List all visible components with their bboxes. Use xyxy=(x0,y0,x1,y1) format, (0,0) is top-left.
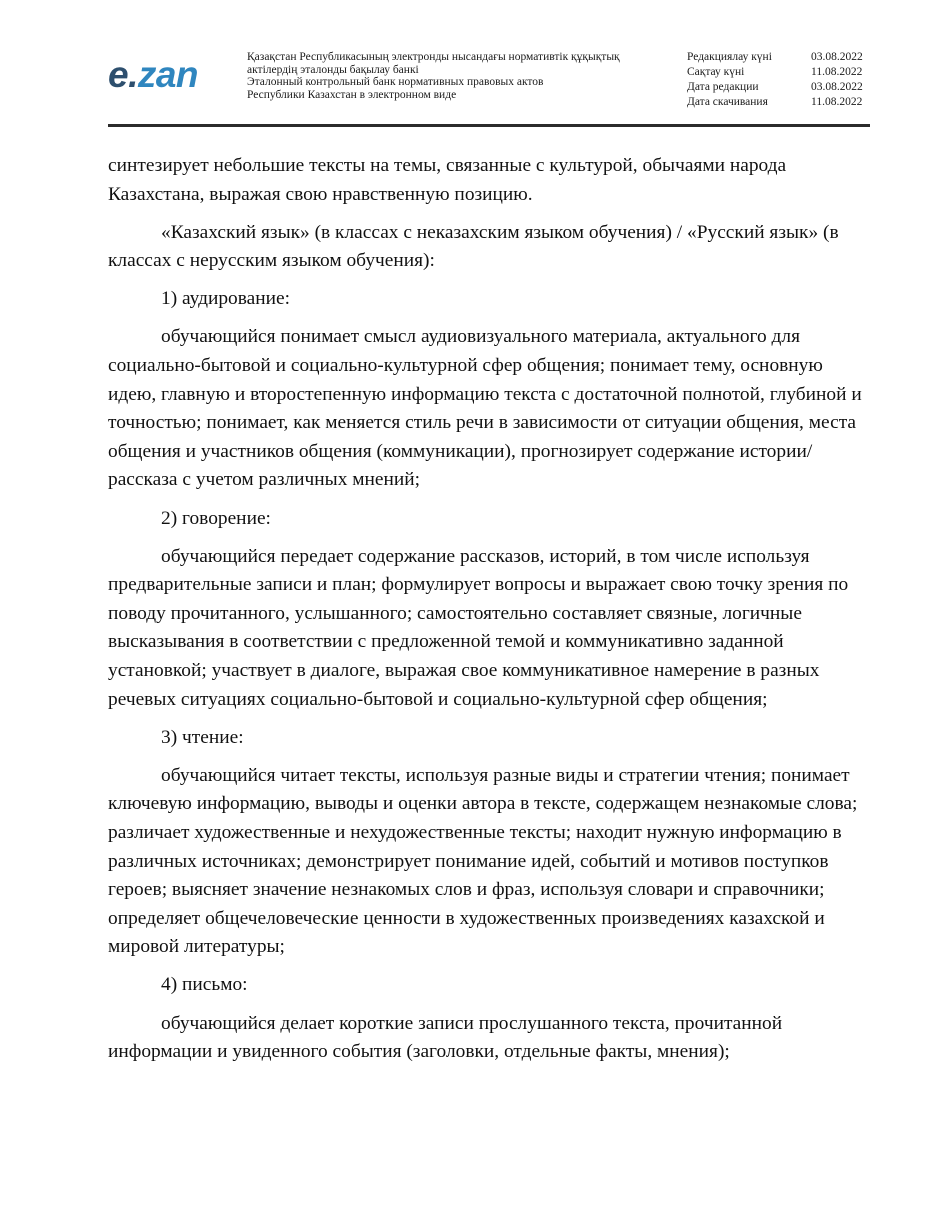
document-header xyxy=(108,47,870,127)
date-row-download-ru xyxy=(687,95,867,110)
date-row-edit-ru xyxy=(687,80,867,95)
date-label: Редакциялау күні xyxy=(687,51,772,63)
date-value: 03.08.2022 xyxy=(811,51,863,63)
org-line: актілердің эталонды бақылау банкі xyxy=(247,63,419,76)
body-paragraph: обучающийся передает содержание рассказов, историй, в том числе используя предварительные записи и план; формулирует вопросы и выражает свою точку зрения по поводу прочитанного, услышанного; самостоятельно составляет связные, логичные высказывания в соответствии с предложенной темой и коммуникативно заданной установкой; участвует в диалоге, выражая свое коммуникативное намерение в разных речевых ситуациях социально-бытовой и социально-культурной сфер общения; xyxy=(108,545,849,710)
body-paragraph: обучающийся читает тексты, используя разные виды и стратегии чтения; понимает ключевую информацию, выводы и оценки автора в тексте, содержащем незнакомые слова; различает художественные и нехудожественные тексты; находит нужную информацию в различных источниках; демонстрирует понимание идей, событий и мотивов поступков героев; выясняет значение незнакомых слов и фраз, используя словари и справочники; определяет общечеловеческие ценности в художественных произведениях казахской и мировой литературы; xyxy=(108,764,858,958)
ezan-logo xyxy=(108,55,198,95)
date-row-save-kz xyxy=(687,65,867,80)
logo-zan: zan xyxy=(137,54,199,95)
body-paragraph: синтезирует небольшие тексты на темы, связанные с культурой, обычаями народа Казахстана, выражая свою нравственную позицию. xyxy=(108,155,787,205)
logo-e: e xyxy=(108,54,129,95)
date-value: 11.08.2022 xyxy=(811,96,863,108)
list-item-heading: 4) письмо: xyxy=(161,974,248,996)
list-item-heading: 3) чтение: xyxy=(161,726,244,748)
date-value: 03.08.2022 xyxy=(811,81,863,93)
body-paragraph: обучающийся делает короткие записи прослушанного текста, прочитанной информации и увиденного события (заголовки, отдельные факты, мнения); xyxy=(108,1012,783,1063)
date-label: Дата редакции xyxy=(687,81,759,93)
section-heading: «Казахский язык» (в классах с неказахским языком обучения) / «Русский язык» (в классах с нерусским языком обучения): xyxy=(108,221,839,272)
body-paragraph: обучающийся понимает смысл аудиовизуального материала, актуального для социально-бытовой и социально-культурной сфер общения; понимает тему, основную идею, главную и второстепенную информацию текста с достаточной полнотой, глубиной и точностью; понимает, как меняется стиль речи в зависимости от ситуации общения, места общения и участников общения (коммуникации), прогнозирует содержание истории/рассказа с учетом различных мнений; xyxy=(108,326,862,491)
list-item-heading: 2) говорение: xyxy=(161,507,271,529)
org-line: Эталонный контрольный банк нормативных правовых актов xyxy=(247,76,544,88)
date-value: 11.08.2022 xyxy=(811,66,863,78)
document-body xyxy=(108,152,868,1076)
org-line: Республики Казахстан в электронном виде xyxy=(247,88,457,101)
list-item-heading: 1) аудирование: xyxy=(161,288,290,310)
header-dates xyxy=(687,50,867,110)
org-line: Қазақстан Республикасының электронды нысандағы нормативтік құқықтық xyxy=(247,51,620,63)
date-label: Дата скачивания xyxy=(687,96,768,108)
header-organization xyxy=(247,51,667,101)
date-label: Сақтау күні xyxy=(687,66,745,78)
logo-dot: . xyxy=(128,54,138,95)
date-row-edit-kz xyxy=(687,50,867,65)
